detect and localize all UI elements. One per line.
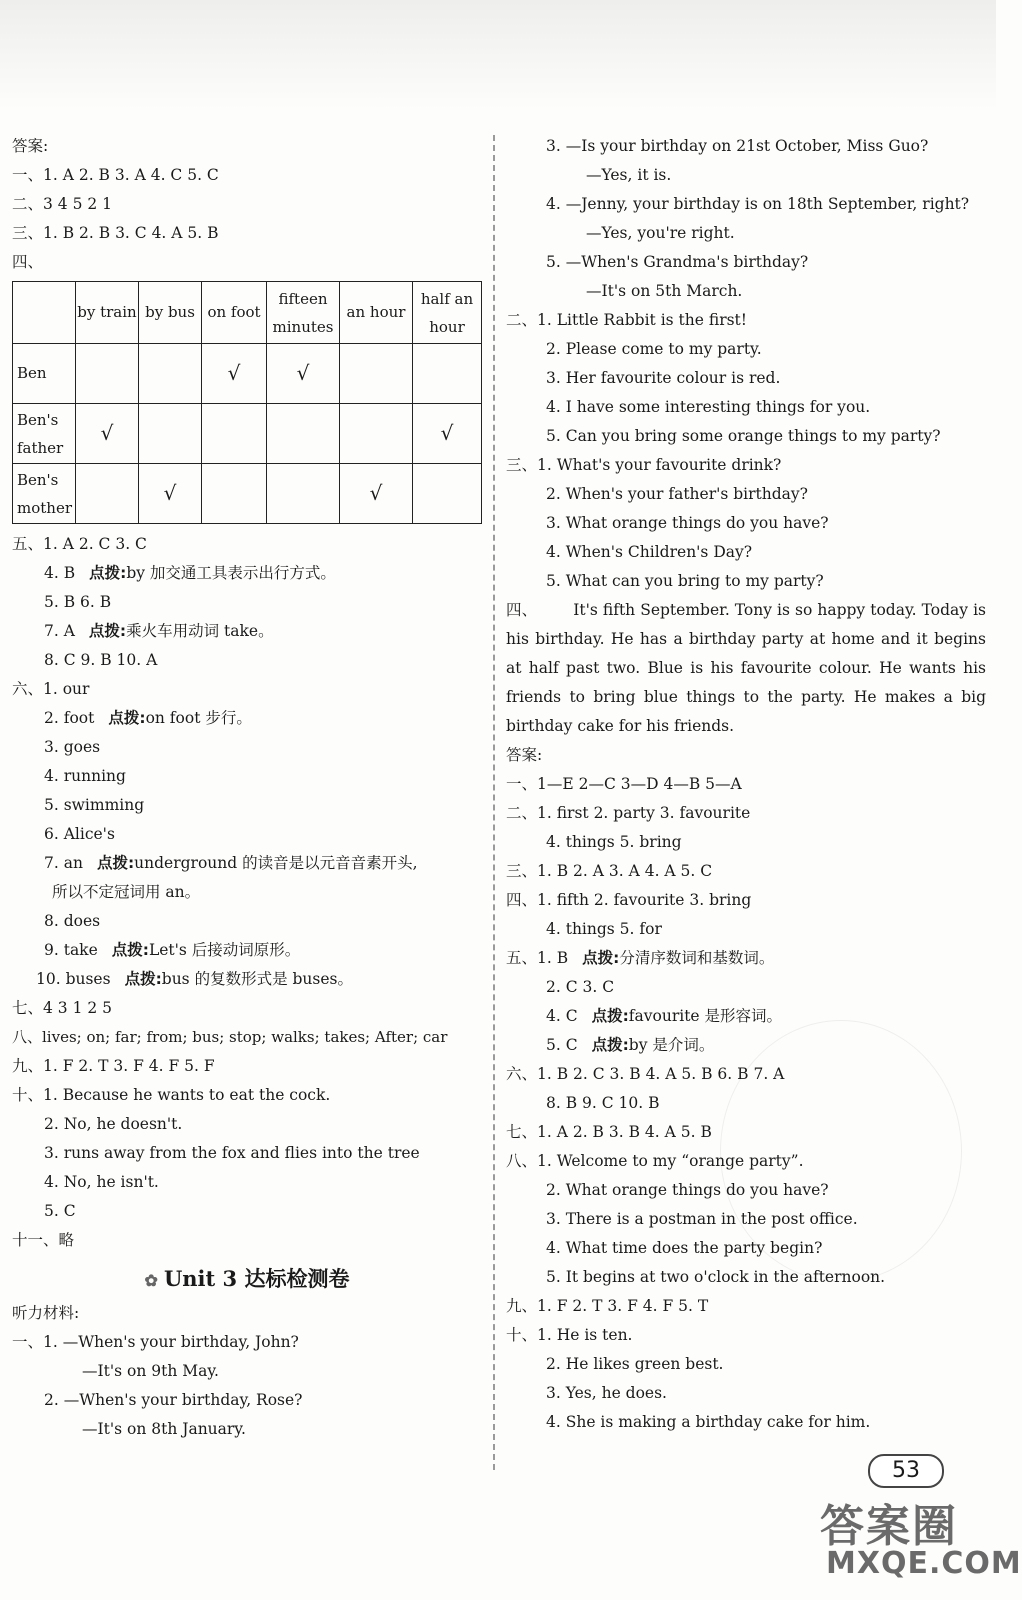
passage-text: It's fifth September. Tony is so happy today. Today is his birthday. He has a birthday party at home and it begins at half past two. Blue is his favourite colour. He wants his friends to bring blue things to the party. He makes a big birthday cake for his friends. — [506, 601, 986, 735]
answer-line — [12, 791, 482, 820]
answer-text: 五、1. A 2. C 3. C — [12, 535, 147, 553]
answer-line — [506, 1031, 986, 1060]
answer-line — [506, 973, 986, 1002]
table-cell — [413, 344, 482, 404]
answer-line — [12, 704, 482, 733]
hint-text: by 加交通工具表示出行方式。 — [126, 564, 336, 582]
hint-text: favourite 是形容词。 — [628, 1007, 783, 1025]
answer-line — [12, 559, 482, 588]
hint-text: 分清序数词和基数词。 — [619, 949, 775, 967]
table-header-cell: fifteen minutes — [267, 282, 340, 344]
listening-line: —It's on 9th May. — [82, 1362, 219, 1380]
answer-text: 4. running — [44, 767, 126, 785]
table-cell — [413, 464, 482, 524]
listening-line: 2. Please come to my party. — [546, 340, 762, 358]
paw-icon: ✿ — [144, 1271, 158, 1290]
answer-text: 7. an — [44, 854, 83, 872]
answer-line — [12, 936, 482, 965]
answer-line: 三、1. B 2. A 3. A 4. A 5. C — [506, 862, 713, 880]
listening-line: 3. —Is your birthday on 21st October, Miss Guo? — [546, 137, 929, 155]
answer-text: 3. goes — [44, 738, 101, 756]
scan-top-band — [0, 0, 996, 110]
table-cell: √ — [413, 404, 482, 464]
table-cell — [139, 404, 202, 464]
table-cell: √ — [267, 344, 340, 404]
page-number — [862, 1450, 952, 1494]
hint-text: bus 的复数形式是 buses。 — [161, 970, 353, 988]
listening-line: —Yes, it is. — [586, 166, 672, 184]
table-row — [13, 464, 482, 524]
hint-text: underground 的读音是以元音音素开头, — [134, 854, 418, 872]
table-cell — [267, 404, 340, 464]
answer-line: 七、1. A 2. B 3. B 4. A 5. B — [506, 1123, 712, 1141]
listening-line: 3. What orange things do you have? — [546, 514, 829, 532]
watermark-url: MXQE.COM — [826, 1546, 1022, 1581]
hint-label: 点拨: — [89, 564, 127, 582]
hint-label: 点拨: — [88, 622, 127, 640]
answer-line: 2. No, he doesn't. — [44, 1115, 183, 1133]
listening-line: 三、1. What's your favourite drink? — [506, 456, 782, 474]
listening-line: 5. What can you bring to my party? — [546, 572, 824, 590]
answer-label: 答案: — [506, 746, 543, 764]
table-cell: √ — [139, 464, 202, 524]
answer-line: 3. runs away from the fox and flies into the tree — [44, 1144, 420, 1162]
passage-indent — [537, 601, 573, 619]
answer-line: 3. There is a postman in the post office. — [546, 1210, 858, 1228]
answer-section-1: 一、1. A 2. B 3. A 4. C 5. C — [12, 166, 219, 184]
answer-line — [12, 617, 482, 646]
table-cell: √ — [76, 404, 139, 464]
answer-text: 8. C 9. B 10. A — [44, 651, 158, 669]
left-column — [12, 132, 482, 1444]
answer-line: 二、1. first 2. party 3. favourite — [506, 804, 751, 822]
listening-line: 一、1. —When's your birthday, John? — [12, 1333, 299, 1351]
answer-text: 6. Alice's — [44, 825, 115, 843]
answer-line: 4. What time does the party begin? — [546, 1239, 823, 1257]
watermark-logo — [820, 1490, 1022, 1600]
right-column — [506, 132, 986, 1437]
answer-line: 4. things 5. bring — [546, 833, 682, 851]
column-divider — [493, 135, 495, 1470]
table-header-cell: half an hour — [413, 282, 482, 344]
answer-line — [12, 762, 482, 791]
answer-line: 2. He likes green best. — [546, 1355, 724, 1373]
table-cell — [202, 404, 267, 464]
listening-line: 二、1. Little Rabbit is the first! — [506, 311, 748, 329]
answer-section-7: 七、4 3 1 2 5 — [12, 999, 113, 1017]
answer-line: 4. She is making a birthday cake for him. — [546, 1413, 871, 1431]
answer-line — [506, 944, 986, 973]
answer-line — [12, 530, 482, 559]
answer-line: 一、1—E 2—C 3—D 4—B 5—A — [506, 775, 742, 793]
listening-line: 4. —Jenny, your birthday is on 18th September, right? — [546, 195, 970, 213]
table-header-row — [13, 282, 482, 344]
listening-line: —It's on 8th January. — [82, 1420, 246, 1438]
answer-line: 2. What orange things do you have? — [546, 1181, 829, 1199]
answer-text: 5. swimming — [44, 796, 145, 814]
answer-line: 4. No, he isn't. — [44, 1173, 159, 1191]
answer-section-8: 八、lives; on; far; from; bus; stop; walks; takes; After; car — [12, 1028, 448, 1046]
listening-passage — [506, 596, 986, 741]
listening-line: 2. —When's your birthday, Rose? — [44, 1391, 303, 1409]
listening-line: —Yes, you're right. — [586, 224, 735, 242]
table-header-cell: by bus — [139, 282, 202, 344]
answer-section-3: 三、1. B 2. B 3. C 4. A 5. B — [12, 224, 219, 242]
table-cell — [340, 344, 413, 404]
answer-line: 3. Yes, he does. — [546, 1384, 667, 1402]
answer-line: 四、1. fifth 2. favourite 3. bring — [506, 891, 752, 909]
answer-line — [12, 675, 482, 704]
answer-line: 九、1. F 2. T 3. F 4. F 5. T — [506, 1297, 709, 1315]
table-header-cell — [13, 282, 76, 344]
answer-text: 2. C 3. C — [546, 978, 615, 996]
table-cell — [202, 464, 267, 524]
listening-line: 5. —When's Grandma's birthday? — [546, 253, 809, 271]
hint-label: 点拨: — [582, 949, 620, 967]
answer-line: 八、1. Welcome to my “orange party”. — [506, 1152, 804, 1170]
hint-label: 点拨: — [591, 1036, 629, 1054]
table-cell — [340, 404, 413, 464]
listening-line: 4. When's Children's Day? — [546, 543, 753, 561]
answer-line — [12, 733, 482, 762]
hint-label: 点拨: — [591, 1007, 629, 1025]
answer-text: 五、1. B — [506, 949, 569, 967]
table-row-header: Ben's mother — [13, 464, 76, 524]
answer-line — [12, 820, 482, 849]
answer-text: 4. C — [546, 1007, 578, 1025]
page-number-badge: 53 — [868, 1454, 944, 1488]
answer-line: 8. B 9. C 10. B — [546, 1094, 660, 1112]
listening-line: 4. I have some interesting things for you. — [546, 398, 871, 416]
unit-title — [12, 1259, 482, 1299]
answer-section-2: 二、3 4 5 2 1 — [12, 195, 113, 213]
answer-line — [12, 646, 482, 675]
passage-label: 四、 — [506, 601, 538, 619]
table-row — [13, 344, 482, 404]
listening-line: 5. Can you bring some orange things to my party? — [546, 427, 941, 445]
listening-line: 3. Her favourite colour is red. — [546, 369, 781, 387]
table-row-header: Ben's father — [13, 404, 76, 464]
table-row — [13, 404, 482, 464]
answer-line — [12, 907, 482, 936]
answer-line: 5. C — [44, 1202, 76, 1220]
answer-label: 答案: — [12, 137, 49, 155]
hint-text: on foot 步行。 — [145, 709, 252, 727]
answer-text: 六、1. our — [12, 680, 90, 698]
table-cell — [76, 344, 139, 404]
answer-line — [12, 965, 482, 994]
answer-text: 10. buses — [36, 970, 111, 988]
answer-text: 5. C — [546, 1036, 578, 1054]
listening-label: 听力材料: — [12, 1304, 80, 1322]
table-cell: √ — [202, 344, 267, 404]
answer-line — [12, 878, 482, 907]
answer-line: 十、1. Because he wants to eat the cock. — [12, 1086, 331, 1104]
answer-text: 2. foot — [44, 709, 95, 727]
answer-line: 六、1. B 2. C 3. B 4. A 5. B 6. B 7. A — [506, 1065, 785, 1083]
table-cell — [267, 464, 340, 524]
table-header-cell: on foot — [202, 282, 267, 344]
hint-text: 所以不定冠词用 an。 — [52, 883, 201, 901]
hint-label: 点拨: — [111, 941, 149, 959]
hint-label: 点拨: — [96, 854, 135, 872]
hint-label: 点拨: — [108, 709, 146, 727]
hint-label: 点拨: — [124, 970, 162, 988]
hint-text: 乘火车用动词 take。 — [126, 622, 274, 640]
answer-text: 8. does — [44, 912, 101, 930]
table-header-cell: by train — [76, 282, 139, 344]
answer-section-11: 十一、略 — [12, 1231, 75, 1249]
table-header-cell: an hour — [340, 282, 413, 344]
listening-line: —It's on 5th March. — [586, 282, 743, 300]
answer-section-4-label: 四、 — [12, 253, 44, 271]
answer-text: 5. B 6. B — [44, 593, 112, 611]
table-cell — [139, 344, 202, 404]
listening-line: 2. When's your father's birthday? — [546, 485, 808, 503]
hint-text: by 是介词。 — [628, 1036, 715, 1054]
answer-text: 4. B — [44, 564, 76, 582]
answer-text: 9. take — [44, 941, 98, 959]
answer-line — [506, 1002, 986, 1031]
unit-title-text: Unit 3 达标检测卷 — [163, 1266, 350, 1291]
table-cell: √ — [340, 464, 413, 524]
table-row-header: Ben — [13, 344, 76, 404]
transport-table — [12, 281, 482, 524]
answer-line — [12, 849, 482, 878]
answer-line: 5. It begins at two o'clock in the afternoon. — [546, 1268, 886, 1286]
answer-section-9: 九、1. F 2. T 3. F 4. F 5. F — [12, 1057, 215, 1075]
answer-text: 7. A — [44, 622, 75, 640]
answer-line: 十、1. He is ten. — [506, 1326, 633, 1344]
hint-text: Let's 后接动词原形。 — [148, 941, 301, 959]
watermark-text: 答案圈 — [820, 1501, 958, 1552]
answer-line: 4. things 5. for — [546, 920, 662, 938]
table-cell — [76, 464, 139, 524]
answer-line — [12, 588, 482, 617]
